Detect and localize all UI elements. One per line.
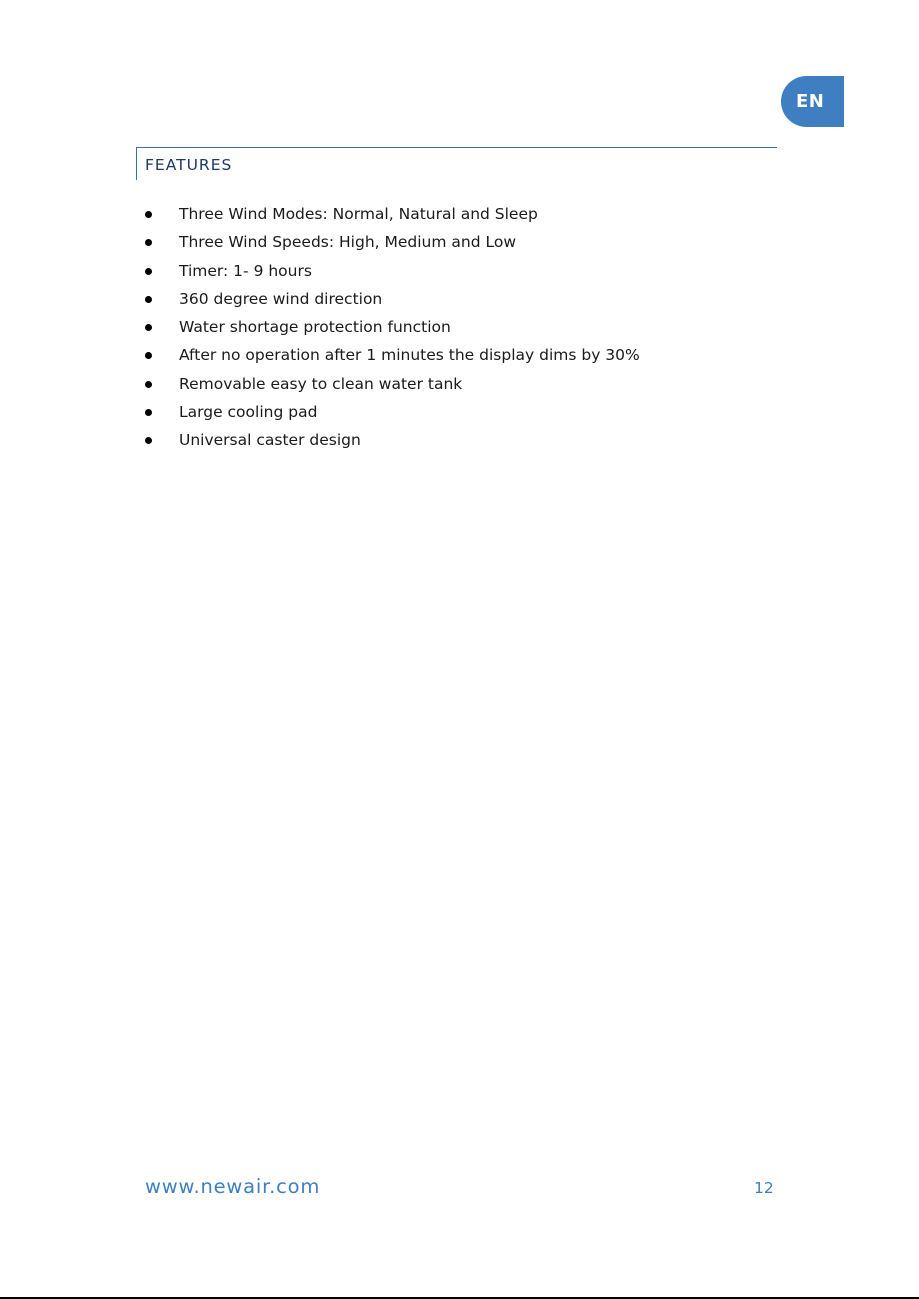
feature-item bbox=[143, 341, 640, 369]
feature-item bbox=[143, 257, 640, 285]
bullet-icon bbox=[145, 211, 152, 218]
feature-item bbox=[143, 228, 640, 256]
section-header bbox=[136, 147, 777, 180]
feature-item bbox=[143, 285, 640, 313]
feature-text: Universal caster design bbox=[179, 431, 361, 450]
feature-text: 360 degree wind direction bbox=[179, 289, 383, 308]
feature-item bbox=[143, 398, 640, 426]
feature-item bbox=[143, 200, 640, 228]
bullet-icon bbox=[145, 381, 152, 388]
language-tab bbox=[781, 76, 844, 127]
bullet-icon bbox=[145, 324, 152, 331]
feature-text: Removable easy to clean water tank bbox=[179, 374, 463, 393]
features-list bbox=[143, 200, 640, 455]
feature-text: Water shortage protection function bbox=[179, 318, 451, 337]
bullet-icon bbox=[145, 268, 152, 275]
feature-text: Three Wind Speeds: High, Medium and Low bbox=[179, 233, 517, 252]
bullet-icon bbox=[145, 296, 152, 303]
feature-item bbox=[143, 426, 640, 454]
feature-text: Timer: 1- 9 hours bbox=[179, 261, 312, 280]
bullet-icon bbox=[145, 239, 152, 246]
section-title: FEATURES bbox=[145, 156, 233, 174]
feature-text: Three Wind Modes: Normal, Natural and Sleep bbox=[179, 205, 538, 223]
bullet-icon bbox=[145, 352, 152, 359]
feature-item bbox=[143, 370, 640, 398]
bullet-icon bbox=[145, 437, 152, 444]
bullet-icon bbox=[145, 409, 152, 416]
feature-text: After no operation after 1 minutes the display dims by 30% bbox=[179, 346, 640, 365]
feature-text: Large cooling pad bbox=[179, 403, 318, 422]
footer-website-link[interactable]: www.newair.com bbox=[145, 1175, 321, 1198]
page-number: 12 bbox=[754, 1179, 774, 1197]
feature-item bbox=[143, 313, 640, 341]
language-tab-label: EN bbox=[796, 91, 825, 112]
